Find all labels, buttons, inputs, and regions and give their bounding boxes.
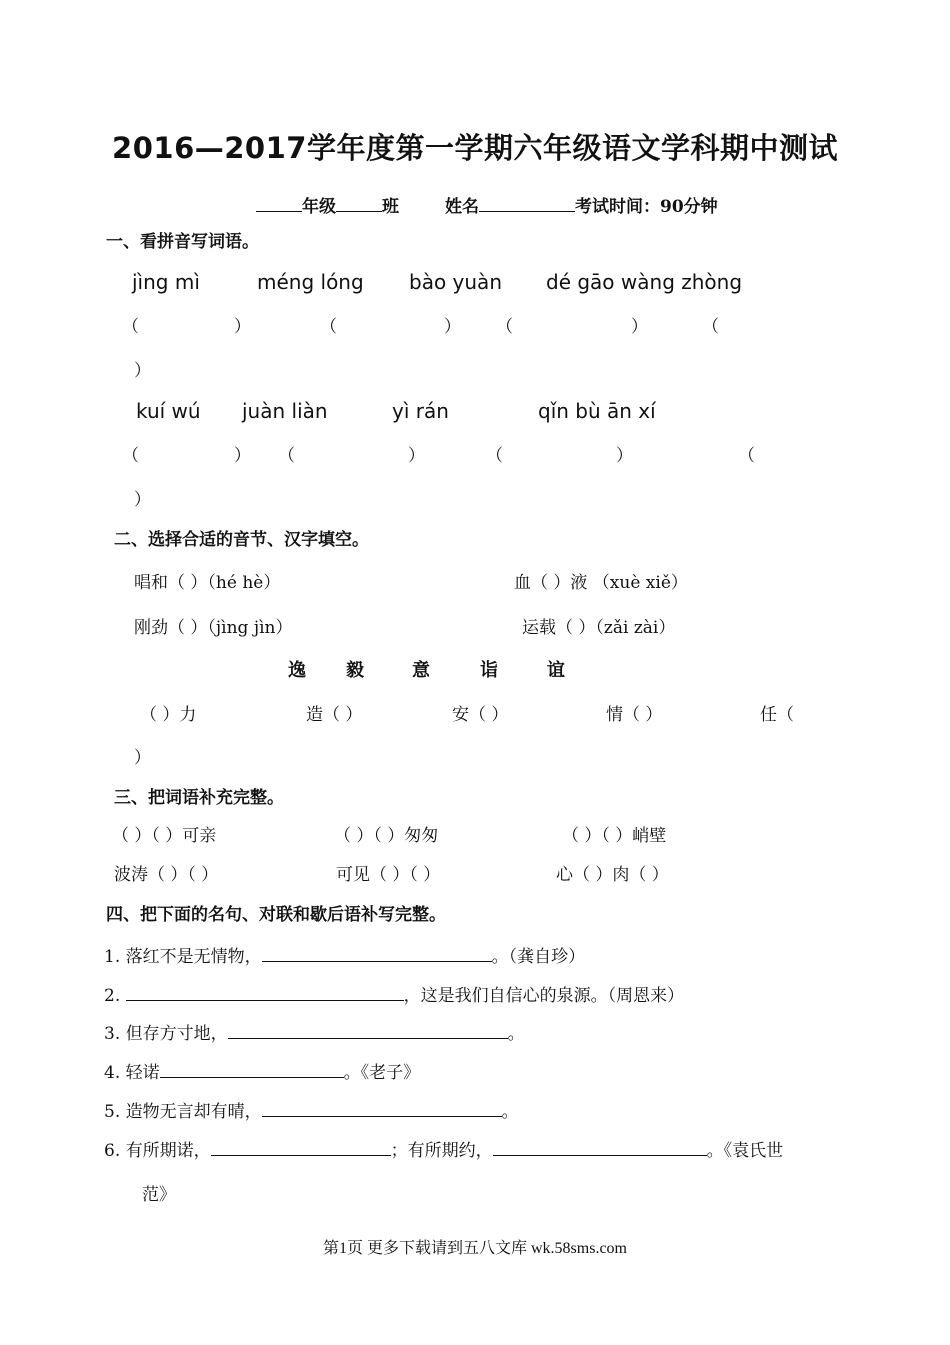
question-text: 。 (501, 1102, 519, 1122)
student-info-line (256, 192, 718, 217)
page-footer: 第1页 更多下载请到五八文库 wk.58sms.com (322, 1240, 627, 1257)
idiom-item: 心（ ）肉（ ） (556, 865, 669, 885)
pinyin-item: yì rán (392, 399, 449, 423)
choice-item: 运载（ ）（zǎi zài） (522, 618, 676, 638)
answer-paren: ） (234, 446, 251, 466)
class-label: 班 (382, 197, 399, 217)
question-3 (104, 1019, 525, 1044)
answer-paren: ） (134, 490, 151, 510)
section-3-heading: 三、把词语补充完整。 (114, 788, 284, 808)
question-text: 。《袁氏世 (706, 1141, 784, 1161)
answer-blank[interactable] (211, 1137, 391, 1156)
question-text: ，这是我们自信心的泉源。（周恩来） (403, 986, 685, 1006)
question-5 (104, 1097, 519, 1122)
pinyin-item: qǐn bù ān xí (538, 399, 656, 423)
idiom-item: （ ）（ ）可亲 (112, 826, 217, 846)
choice-item: 刚劲（ ）（jìng jìn） (134, 618, 293, 638)
question-6-continued: 范》 (142, 1185, 176, 1205)
question-1 (104, 942, 585, 967)
fill-item-close: ） (134, 748, 151, 768)
question-text: 3. 但存方寸地， (104, 1024, 228, 1044)
char-option: 谊 (547, 660, 565, 681)
answer-paren: ） (616, 446, 633, 466)
answer-paren: （ (702, 317, 719, 337)
answer-blank[interactable] (126, 982, 404, 1001)
page-title: 2016—2017学年度第一学期六年级语文学科期中测试 (112, 131, 838, 165)
section-2-heading: 二、选择合适的音节、汉字填空。 (114, 530, 369, 550)
answer-blank[interactable] (228, 1020, 508, 1039)
answer-blank[interactable] (262, 1098, 502, 1117)
question-text: 4. 轻诺 (104, 1063, 160, 1083)
fill-item: 任（ (760, 705, 794, 725)
question-text: 。（龚自珍） (491, 947, 586, 967)
question-6 (104, 1136, 783, 1161)
answer-paren: （ (738, 446, 755, 466)
answer-paren: （ (320, 317, 337, 337)
question-text: 1. 落红不是无情物， (104, 947, 262, 967)
idiom-item: （ ）（ ）匆匆 (334, 826, 439, 846)
char-option: 逸 (288, 660, 306, 681)
pinyin-item: jìng mì (132, 270, 200, 294)
question-text: 2. (104, 986, 126, 1006)
idiom-item: 可见（ ）（ ） (336, 865, 441, 885)
choice-item: 血（ ）液 （xuè xiě） (514, 573, 688, 593)
name-label: 姓名 (445, 197, 479, 217)
section-4-heading: 四、把下面的名句、对联和歇后语补写完整。 (106, 905, 446, 925)
answer-paren: （ (278, 446, 295, 466)
answer-paren: ） (408, 446, 425, 466)
char-option: 诣 (480, 660, 498, 681)
answer-blank[interactable] (493, 1137, 707, 1156)
answer-paren: ） (444, 317, 461, 337)
pinyin-item: juàn liàn (242, 399, 328, 423)
grade-label: 年级 (302, 197, 336, 217)
answer-blank[interactable] (160, 1059, 344, 1078)
answer-paren: ） (134, 361, 151, 381)
idiom-item: （ ）（ ）峭壁 (562, 826, 667, 846)
answer-paren: （ (122, 446, 139, 466)
name-blank[interactable] (479, 193, 575, 212)
pinyin-item: méng lóng (257, 270, 364, 294)
question-text: 6. 有所期诺， (104, 1141, 211, 1161)
fill-item: 情（ ） (606, 705, 663, 725)
answer-paren: ） (234, 317, 251, 337)
answer-blank[interactable] (262, 943, 492, 962)
section-1-heading: 一、看拼音写词语。 (106, 232, 259, 252)
class-blank[interactable] (336, 193, 382, 212)
answer-paren: ） (631, 317, 648, 337)
fill-item: 安（ ） (452, 705, 509, 725)
question-text: ；有所期约， (390, 1141, 493, 1161)
fill-item: （ ）力 (140, 705, 197, 725)
fill-item: 造（ ） (306, 705, 363, 725)
answer-paren: （ (496, 317, 513, 337)
pinyin-item: kuí wú (136, 399, 201, 423)
question-text: 。 (507, 1024, 525, 1044)
pinyin-item: dé gāo wàng zhòng (546, 270, 743, 294)
question-text: 。《老子》 (343, 1063, 421, 1083)
char-option: 意 (412, 660, 430, 681)
answer-paren: （ (122, 317, 139, 337)
grade-blank[interactable] (256, 193, 302, 212)
answer-paren: （ (486, 446, 503, 466)
pinyin-item: bào yuàn (409, 270, 502, 294)
idiom-item: 波涛（ ）（ ） (114, 865, 219, 885)
question-2 (104, 981, 684, 1006)
question-text: 5. 造物无言却有晴， (104, 1102, 262, 1122)
choice-item: 唱和（ ）（hé hè） (134, 573, 281, 593)
char-option: 毅 (346, 660, 364, 681)
exam-time: 考试时间：90分钟 (575, 197, 718, 217)
question-4 (104, 1058, 420, 1083)
